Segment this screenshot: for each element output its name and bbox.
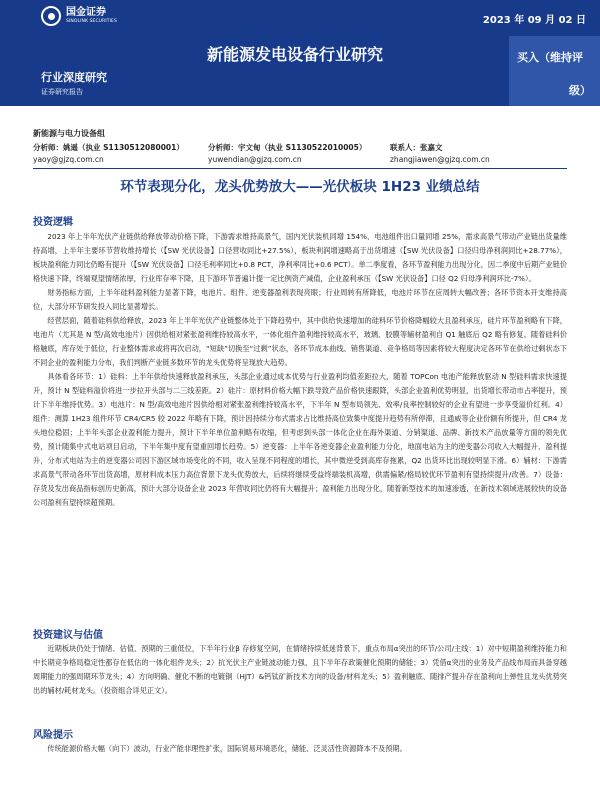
section-heading-risk: 风险提示 xyxy=(33,730,73,741)
section-heading-investment-logic: 投资逻辑 xyxy=(33,217,73,228)
divider xyxy=(33,168,567,169)
report-type: 行业深度研究 xyxy=(41,71,107,84)
paragraph: 传统能源价格大幅（向下）波动，行业产能非理性扩张，国际贸易环境恶化，储能、泛灵活性资源降本不及预期。 xyxy=(47,744,407,753)
company-logo xyxy=(41,6,117,26)
report-industry-title: 新能源发电设备行业研究 xyxy=(207,45,384,64)
section-heading-investment-advice: 投资建议与估值 xyxy=(33,630,103,641)
rating-line-1: 买入（维持评 xyxy=(517,51,583,64)
logo-circle-icon xyxy=(41,6,61,26)
paragraph: 经营层面，随着硅料供给释放，2023 年上半年光伏产业链整体处于下降趋势中，其中供给快速增加的硅料环节价格降幅较大且盈利承压，硅片环节盈利略有下降，电池片（尤其是 N 型/高效电池片）因供给相对紧张盈利维持较高水平，一体化组件盈利维持较高水平，玻璃、胶膜等辅材盈利自 Q1 触底后 Q2 略有修复。随着硅料价格触底，库存处于低位，行业整体需求或将再次启动，“短缺”切换至“过剩”状态，各环节成本曲线、销售渠道、竞争格局等因素将较大程度决定各环节在供给过剩状态下不同企业的盈利能力分布，我们判断产业链多数环节的龙头优势将呈现放大趋势。 xyxy=(33,316,567,367)
investment-logic-body xyxy=(33,230,567,510)
risk-body xyxy=(33,742,567,756)
investment-advice-body xyxy=(33,642,567,698)
sector-group: 新能源与电力设备组 xyxy=(33,129,105,138)
paragraph: 具体看各环节：1）硅料：上半年供给快速释放盈利承压，头部企业通过成本优势与行业盈利均值差距拉大，随着 TOPCon 电池产能释放驱动 N 型硅料需求快速提升，预计 N 型硅料溢价将进一步拉开头部与二三线差距。2）硅片：原材料价格大幅下跌导致产品价格快速跟降，头部企业盈利优势明显，出货增长带动市占率提升，预计下半年维持优势。3）电池片：N 型/高效电池片因供给相对紧张盈利维持较高水平，下半年 N 型布局领先、效率/良率控制较好的企业有望进一步享受溢价红利。4）组件：测算 1H23 组件环节 CR4/CR5 较 2022 年略有下降，预计因持续分布式需求占比维持高位致集中度提升趋势有所停滞，且通威等企业份额有所提升，但 CR4 龙头地位稳固；上半年头部企业盈利能力提升，预计下半年单位盈利略有收缩，但考虑到头部一体化企业在海外渠道、分销渠道、品牌、新技术产品放量等方面的领先优势，预计随集中式电站项目启动，下半年集中度有望重回增长趋势。5）逆变器：上半年各逆变器企业盈利能力分化，地面电站为主的逆变器公司收入大幅提升、盈利提升，分布式电站为主的逆变器公司因下游区域市场变化的不同，收入呈现不同程度的增长，其中微逆受到高库存拖累，Q2 出货环比出现较明显下滑。6）辅材：下游需求高景气带动各环节出货高增，原材料成本压力高位背景下龙头优势放大，后续将继续受益终端装机高增，供需偏紧/格局较优环节盈利有望持续提升/改善。7）设备：存货及发出商品指标创历史新高，预计大部分设备企业 2023 年营收同比仍将有大幅提升；盈利能力出现分化，随着新型技术的加速渗透，在新技术领域进展较快的设备公司盈利有望持续超预期。 xyxy=(33,372,567,507)
rating-line-2: 级） xyxy=(569,84,591,97)
contact-email[interactable]: zhangjiawen@gjzq.com.cn xyxy=(390,155,490,164)
paragraph: 财务指标方面，上半年硅料盈利能力显著下降，电池片、组件、逆变器盈利表现亮眼；行业周转有所降低，电池片环节在应周转大幅改善；各环节资本开支维持高位，大部分环节研发投入同比显著增长。 xyxy=(33,288,567,311)
analyst-2: 分析师：宇文甸（执业 S1130522010005） xyxy=(208,143,367,152)
analyst-2-email[interactable]: yuwendian@gjzq.com.cn xyxy=(208,155,302,164)
paragraph: 2023 年上半年光伏产业链供给释放带动价格下降，下游需求维持高景气，国内光伏装机同增 154%、电池组件出口量同增 25%，需求高景气带动产业链出货量维持高增，上半年主要环节营收维持增长（【SW 光伏设备】口径营收同比+27.5%），板块利润增速略高于出货增速（【SW 光伏设备】口径归母净利润同比+28.77%），板块盈利能力同比仍略有提升（【SW 光伏设备】口径毛利率同比+0.8 PCT，净利率同比+0.6 PCT）。单二季度看，各环节盈利能力出现分化，因二季度中后期产业链价格快速下降，终端观望情绪浓厚，行业库存率下降，且下游环节普遍计提一定比例资产减值，企业盈利承压（【SW 光伏设备】口径 Q2 归母净利润环比-7%）。 xyxy=(33,232,567,283)
contact-person: 联系人：张嘉文 xyxy=(390,143,443,152)
report-title: 环节表现分化，龙头优势放大——光伏板块 1H23 业绩总结 xyxy=(120,179,480,195)
report-header xyxy=(0,0,600,106)
logo-en-text: SINOLINK SECURITIES xyxy=(66,18,117,24)
report-date: 2023 年 09 月 02 日 xyxy=(482,15,586,26)
paragraph: 近期板块仍处于情绪、估值、预期的三重低位，下半年行业β 存修复空间，在情绪持续低迷背景下，重点布局α突出的环节/公司/主线：1）对中短期盈利维持能力和中长期竞争格局稳定性都存在低估的一体化组件龙头；2）抗光伏主产业链波动能力强，且下半年存政策催化预期的储能；3）凭借α突出的业务及产品线布局而具备穿越周期能力的强周期环节龙头；4）方向明确、催化不断的电镀铜（HJT）&钙钛矿新技术方向的设备/材料龙头；5）盈利触底、随排产提升存在盈利向上弹性且龙头优势突出的辅材/耗材龙头。（投资组合详见正文）。 xyxy=(33,644,567,695)
report-subtitle: 证券研究报告 xyxy=(41,88,83,96)
analyst-1-email[interactable]: yaoy@gjzq.com.cn xyxy=(33,155,104,164)
rating-box xyxy=(509,36,600,106)
logo-cn-text: 国金证券 xyxy=(66,6,106,18)
analyst-1: 分析师：姚遥（执业 S1130512080001） xyxy=(33,143,184,152)
